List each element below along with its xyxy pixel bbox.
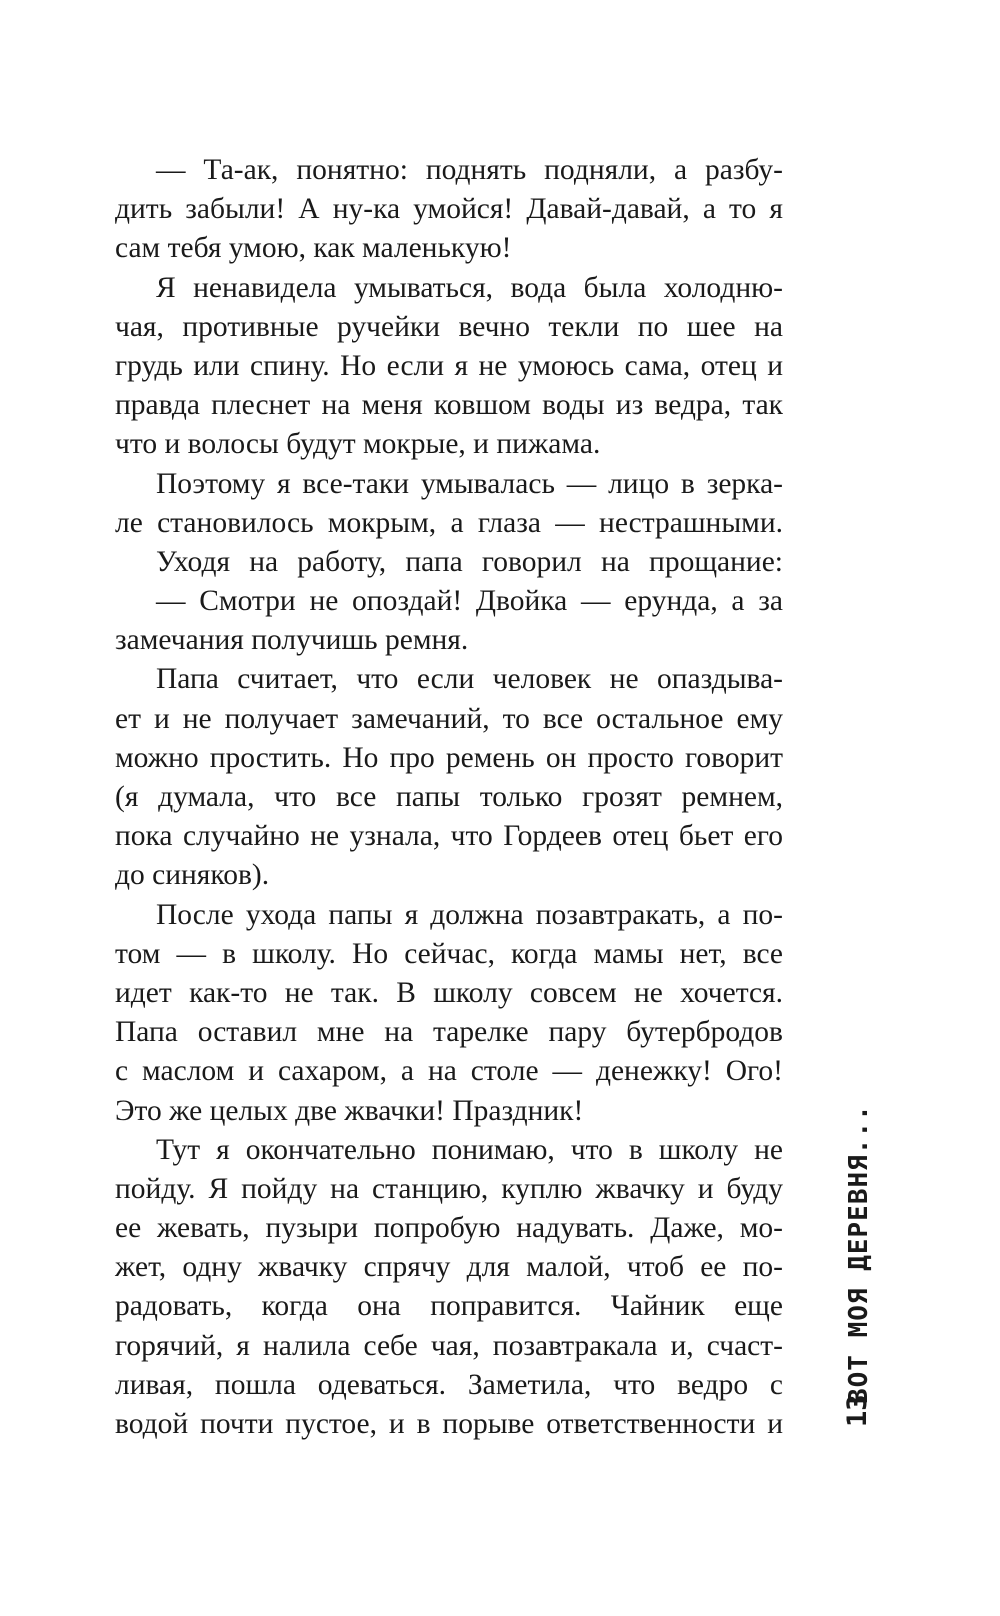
text-line: Я ненавидела умываться, вода была холодню- bbox=[156, 271, 783, 304]
text-line: ле становилось мокрым, а глаза — нестрашными. bbox=[115, 506, 783, 539]
text-line: Папа считает, что если человек не опаздыва- bbox=[156, 663, 783, 696]
text-line: с маслом и сахаром, а на столе — денежку! Ого! bbox=[115, 1055, 783, 1088]
text-line: горячий, я налила себе чая, позавтракала и, счаст- bbox=[115, 1329, 783, 1362]
text-line: ет и не получает замечаний, то все остальное ему bbox=[115, 702, 783, 735]
running-head-title: ВОТ МОЯ ДЕРЕВНЯ... bbox=[844, 1104, 874, 1404]
text-line: жет, одну жвачку спрячу для малой, чтоб ее по- bbox=[115, 1251, 783, 1284]
text-line: Поэтому я все-таки умывалась — лицо в зерка- bbox=[156, 467, 783, 500]
text-line: ее жевать, пузыри попробую надувать. Даже, мо- bbox=[115, 1212, 783, 1245]
text-line: — Смотри не опоздай! Двойка — ерунда, а за bbox=[156, 585, 783, 618]
text-line: пока случайно не узнала, что Гордеев отец бьет его bbox=[115, 820, 783, 853]
body-text bbox=[115, 151, 783, 1444]
text-line: чая, противные ручейки вечно текли по шее на bbox=[115, 310, 783, 343]
page-number bbox=[838, 1383, 878, 1443]
text-line: Тут я окончательно понимаю, что в школу не bbox=[156, 1133, 783, 1166]
text-line: радовать, когда она поправится. Чайник еще bbox=[115, 1290, 783, 1323]
text-line: можно простить. Но про ремень он просто говорит bbox=[115, 741, 783, 774]
page-number-text: 13 bbox=[842, 1394, 873, 1427]
text-line: идет как-то не так. В школу совсем не хочется. bbox=[115, 976, 783, 1009]
text-line: сам тебя умою, как маленькую! bbox=[115, 232, 512, 265]
text-line: до синяков). bbox=[115, 859, 270, 892]
text-line: Это же целых две жвачки! Праздник! bbox=[115, 1094, 584, 1127]
text-line: После ухода папы я должна позавтракать, а по- bbox=[156, 898, 783, 931]
text-line: том — в школу. Но сейчас, когда мамы нет, все bbox=[115, 937, 783, 970]
text-line: грудь или спину. Но если я не умоюсь сама, отец и bbox=[115, 349, 783, 382]
text-line: что и волосы будут мокрые, и пижама. bbox=[115, 428, 601, 461]
text-line: ливая, пошла одеваться. Заметила, что ведро с bbox=[115, 1368, 783, 1401]
text-line: — Та-ак, понятно: поднять подняли, а разбу- bbox=[156, 154, 783, 186]
text-line: дить забыли! А ну-ка умойся! Давай-давай, а то я bbox=[115, 193, 783, 226]
text-line: Папа оставил мне на тарелке пару бутербродов bbox=[115, 1016, 783, 1049]
text-line: Уходя на работу, папа говорил на прощание: bbox=[156, 545, 783, 578]
text-line: водой почти пустое, и в порыве ответственности и bbox=[115, 1408, 783, 1440]
text-line: правда плеснет на меня ковшом воды из ведра, так bbox=[115, 389, 783, 422]
text-line: замечания получишь ремня. bbox=[115, 624, 469, 657]
text-line: (я думала, что все папы только грозят ремнем, bbox=[115, 781, 783, 813]
text-line: пойду. Я пойду на станцию, куплю жвачку и буду bbox=[115, 1172, 783, 1205]
